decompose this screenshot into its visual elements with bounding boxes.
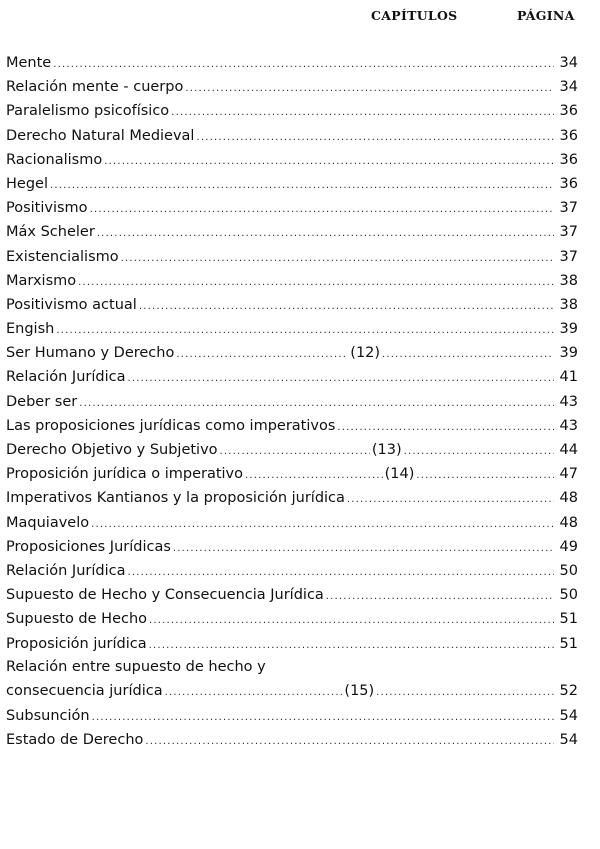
toc-entry-page: 43 (559, 393, 578, 410)
toc-entry-page: 54 (559, 707, 578, 724)
dot-leader (404, 440, 554, 464)
column-headers (0, 6, 600, 30)
toc-entry-title: Proposición jurídica o imperativo (6, 466, 244, 483)
dot-leader (92, 706, 554, 730)
toc-entry-page: 34 (559, 79, 578, 96)
toc-entry-title: Relación Jurídica (6, 369, 126, 386)
dot-leader (53, 53, 554, 77)
dot-leader (245, 464, 383, 488)
toc-entry-page: 37 (559, 200, 578, 217)
toc-entry-title: Relación mente - cuerpo (6, 79, 184, 96)
dot-leader (139, 295, 554, 319)
toc-entry-title: Máx Scheler (6, 224, 95, 241)
toc-entry (6, 414, 578, 438)
dot-leader (416, 464, 554, 488)
toc-entry-title: Positivismo (6, 200, 88, 217)
toc-entry (6, 632, 578, 656)
dot-leader (337, 416, 554, 440)
toc-entry (6, 196, 578, 220)
dot-leader (165, 680, 343, 706)
toc-entry-page: 51 (559, 635, 578, 652)
table-of-contents (6, 51, 578, 752)
toc-entry-title: Deber ser (6, 393, 78, 410)
toc-entry-title: Estado de Derecho (6, 731, 144, 748)
dot-leader (173, 537, 554, 561)
toc-entry (6, 269, 578, 293)
dot-leader (50, 174, 554, 198)
toc-entry-reference: (14) (384, 466, 415, 483)
toc-entry-title: Derecho Objetivo y Subjetivo (6, 442, 218, 458)
dot-leader (196, 126, 554, 150)
dot-leader (121, 247, 554, 271)
dot-leader (347, 488, 554, 512)
toc-entry-title: Marxismo (6, 272, 77, 289)
toc-entry-reference: (15) (344, 682, 375, 699)
toc-entry-page: 39 (559, 345, 578, 362)
toc-entry-page: 34 (559, 55, 578, 71)
dot-leader (185, 77, 554, 101)
toc-entry-page: 38 (559, 272, 578, 289)
dot-leader (382, 343, 554, 367)
dot-leader (56, 319, 554, 343)
toc-entry (6, 75, 578, 99)
toc-entry-page: 54 (559, 731, 578, 748)
toc-entry-title: Proposiciones Jurídicas (6, 538, 171, 555)
toc-entry-page: 36 (559, 175, 578, 192)
dot-leader (127, 367, 554, 391)
toc-entry (6, 245, 578, 269)
toc-entry-page: 43 (559, 417, 578, 434)
toc-entry-title: Las proposiciones jurídicas como imperativos (6, 417, 336, 434)
toc-entry-title: Racionalismo (6, 151, 103, 168)
dot-leader (90, 198, 554, 222)
toc-entry (6, 172, 578, 196)
toc-entry-title: Relación entre supuesto de hecho y (6, 658, 266, 675)
toc-entry (6, 220, 578, 244)
dot-leader (104, 150, 554, 174)
toc-entry-page: 41 (559, 369, 578, 386)
toc-entry (6, 462, 578, 486)
toc-entry-title: Supuesto de Hecho y Consecuencia Jurídica (6, 587, 324, 604)
toc-entry-page: 49 (559, 538, 578, 555)
dot-leader (220, 440, 370, 464)
toc-entry-page: 39 (559, 321, 578, 338)
dot-leader (78, 271, 554, 295)
toc-entry (6, 293, 578, 317)
toc-entry-page: 51 (559, 611, 578, 628)
toc-entry-title: Ser Humano y Derecho (6, 345, 175, 362)
toc-entry (6, 390, 578, 414)
toc-entry (6, 99, 578, 123)
toc-entry-page: 36 (559, 127, 578, 144)
toc-entry-page: 48 (559, 514, 578, 531)
toc-entry (6, 124, 578, 148)
toc-entry-page: 37 (559, 224, 578, 241)
toc-entry-reference: (12) (350, 345, 381, 362)
toc-entry (6, 728, 578, 752)
toc-entry (6, 511, 578, 535)
toc-entry (6, 365, 578, 389)
dot-leader (79, 392, 554, 416)
toc-entry-page: 36 (559, 151, 578, 168)
dot-leader (91, 513, 554, 537)
toc-entry-title: Hegel (6, 175, 48, 192)
toc-entry (6, 535, 578, 559)
toc-entry-page: 37 (559, 248, 578, 265)
dot-leader (326, 585, 554, 609)
toc-entry-page: 52 (559, 682, 578, 699)
dot-leader (149, 634, 554, 658)
toc-entry (6, 51, 578, 75)
dot-leader (176, 343, 348, 367)
toc-entry-page: 36 (559, 103, 578, 120)
toc-entry (6, 704, 578, 728)
toc-entry-page: 47 (559, 466, 578, 483)
toc-entry (6, 559, 578, 583)
toc-entry-page: 38 (559, 296, 578, 313)
toc-entry (6, 607, 578, 631)
toc-entry-page: 48 (559, 490, 578, 507)
toc-entry (6, 656, 578, 704)
toc-entry (6, 148, 578, 172)
toc-entry-reference: (13) (371, 442, 402, 458)
toc-entry-title: Relación Jurídica (6, 562, 126, 579)
toc-entry-title: Maquiavelo (6, 514, 90, 531)
toc-entry-page: 44 (559, 442, 578, 458)
page-column-header: PÁGINA (517, 8, 575, 23)
toc-entry (6, 341, 578, 365)
dot-leader (376, 680, 554, 706)
toc-entry-title: Existencialismo (6, 248, 119, 265)
toc-entry-title: Imperativos Kantianos y la proposición jurídica (6, 490, 345, 507)
toc-entry-page: 50 (559, 587, 578, 604)
toc-entry-title: Mente (6, 55, 52, 71)
toc-entry-title: Proposición jurídica (6, 635, 147, 652)
toc-entry (6, 583, 578, 607)
toc-entry (6, 486, 578, 510)
toc-entry-title: Derecho Natural Medieval (6, 127, 195, 144)
dot-leader (97, 222, 554, 246)
toc-entry-continuation (6, 678, 578, 704)
dot-leader (127, 561, 554, 585)
toc-entry-title: Subsunción (6, 707, 90, 724)
toc-entry-title: Engish (6, 321, 55, 338)
dot-leader (171, 101, 554, 125)
chapters-column-header: CAPÍTULOS (371, 8, 458, 23)
toc-entry (6, 317, 578, 341)
toc-entry-page: 50 (559, 562, 578, 579)
toc-entry-title: Positivismo actual (6, 296, 137, 313)
toc-entry-title: Paralelismo psicofísico (6, 103, 170, 120)
toc-entry (6, 438, 578, 462)
dot-leader (149, 609, 554, 633)
toc-entry-title: Supuesto de Hecho (6, 611, 148, 628)
dot-leader (145, 730, 554, 754)
toc-entry-title-continued: consecuencia jurídica (6, 682, 163, 699)
